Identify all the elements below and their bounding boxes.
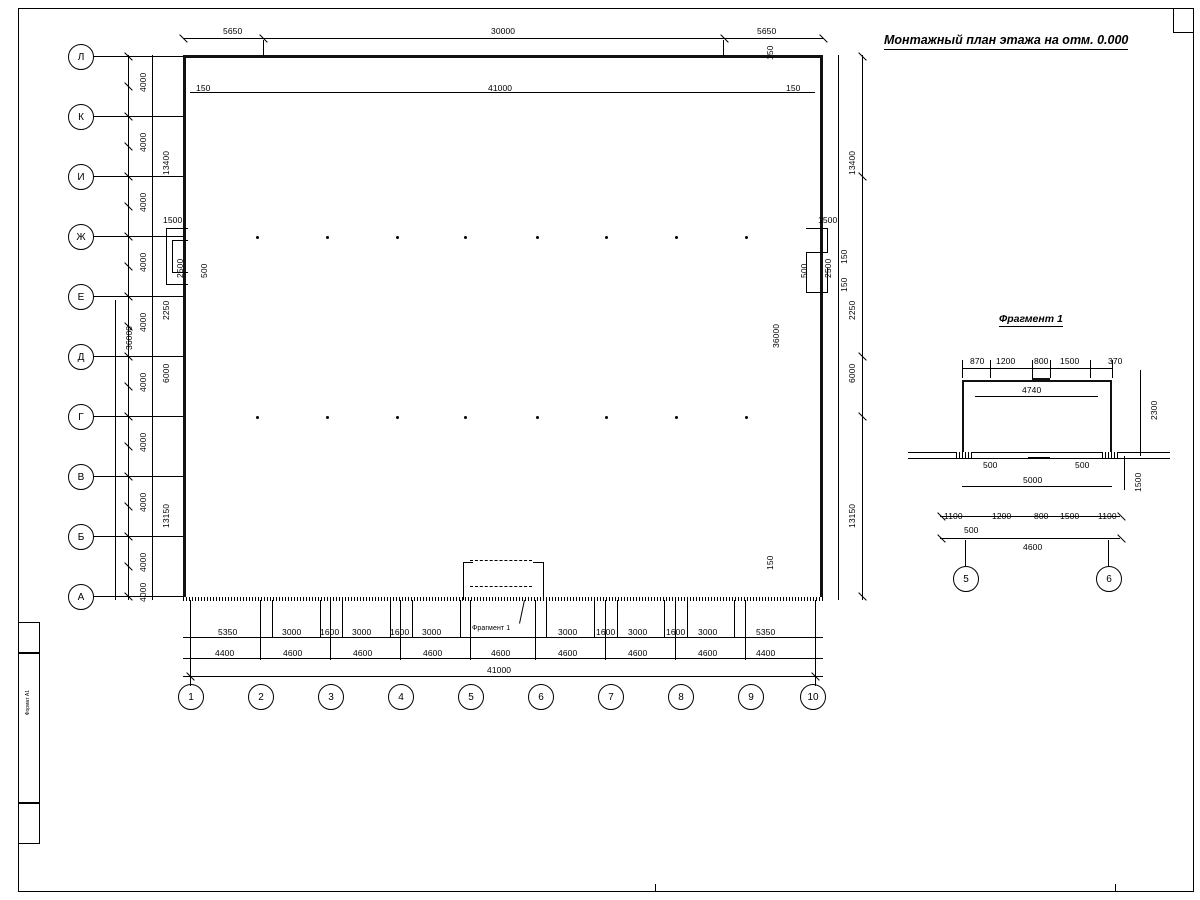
fragment-dim-1200b: 1200 xyxy=(992,511,1012,521)
fragment-left-col xyxy=(962,380,964,455)
dim-line-bottom-total xyxy=(183,676,823,677)
dim-left-group-13400: 13400 xyxy=(161,150,171,175)
axis-circle-zh[interactable] xyxy=(68,224,94,250)
fragment-dim-line-inner xyxy=(975,396,1098,397)
axis-leader-d xyxy=(92,356,184,357)
fragment-ext xyxy=(1032,360,1033,378)
dim-bottom1-1600-b: 1600 xyxy=(390,627,410,637)
fragment-center-plate-top xyxy=(1028,452,1050,453)
column-dot xyxy=(536,236,539,239)
dim-right-group-13150: 13150 xyxy=(847,503,857,528)
stamp-cell-1 xyxy=(18,622,40,654)
axis-label: 8 xyxy=(678,691,684,703)
fragment-center-plate-bottom xyxy=(1028,457,1050,458)
column-dot xyxy=(536,416,539,419)
sheet-tick-bottom-3 xyxy=(1115,884,1116,892)
dim-line-right-groups xyxy=(838,55,839,600)
dim-bottom-total-41000: 41000 xyxy=(487,665,512,675)
fragment-dim-5000: 5000 xyxy=(1023,475,1043,485)
fragment-dim-4740: 4740 xyxy=(1022,385,1042,395)
dim-ext xyxy=(342,600,343,638)
dim-bottom2-4600-g: 4600 xyxy=(698,648,718,658)
dim-bottom1-5350-right: 5350 xyxy=(756,627,776,637)
column-dot xyxy=(464,416,467,419)
sheet-border-top xyxy=(18,8,1194,9)
column-dot xyxy=(464,236,467,239)
dim-ext xyxy=(470,600,471,660)
axis-leader-zh xyxy=(92,236,184,237)
dim-bottom2-4600-f: 4600 xyxy=(628,648,648,658)
right-notch-mid xyxy=(806,252,828,253)
fragment-dim-500-left: 500 xyxy=(983,460,998,470)
stamp-cell-2 xyxy=(18,652,40,804)
fragment-top-gap-piece xyxy=(1032,378,1050,380)
axis-circle-2[interactable] xyxy=(248,684,274,710)
axis-circle-v[interactable] xyxy=(68,464,94,490)
axis-label: 4 xyxy=(398,691,404,703)
fragment-pad-left xyxy=(956,452,972,458)
dim-right-group-6000: 6000 xyxy=(847,363,857,383)
axis-label: 5 xyxy=(468,691,474,703)
axis-label: 6 xyxy=(538,691,544,703)
axis-circle-d[interactable] xyxy=(68,344,94,370)
dim-left-step: 4000 xyxy=(138,72,148,92)
axis-label: 3 xyxy=(328,691,334,703)
fragment-axis-drop-5 xyxy=(965,540,966,566)
fragment-dim-4600: 4600 xyxy=(1023,542,1043,552)
fragment-dim-800: 800 xyxy=(1034,356,1049,366)
axis-label: 7 xyxy=(608,691,614,703)
axis-circle-g[interactable] xyxy=(68,404,94,430)
dim-ext xyxy=(745,600,746,660)
axis-label: 2 xyxy=(258,691,264,703)
axis-circle-k[interactable] xyxy=(68,104,94,130)
axis-label: Ж xyxy=(76,231,86,243)
dim-bottom2-4600-e: 4600 xyxy=(558,648,578,658)
dim-bottom1-3000-d: 3000 xyxy=(558,627,578,637)
dim-right-group-2250: 2250 xyxy=(847,300,857,320)
fragment-top-slab xyxy=(962,380,1112,382)
axis-label: А xyxy=(77,591,85,603)
left-notch-bottom xyxy=(166,284,188,285)
dim-bottom1-3000-f: 3000 xyxy=(698,627,718,637)
axis-circle-e[interactable] xyxy=(68,284,94,310)
fragment-ext xyxy=(962,360,963,378)
fragment-dim-line-bottom1 xyxy=(940,516,1120,517)
fragment-dim-500-right: 500 xyxy=(1075,460,1090,470)
axis-label: Г xyxy=(78,411,84,423)
dim-line-top-1 xyxy=(183,38,823,39)
dim-bottom2-4600-a: 4600 xyxy=(283,648,303,658)
axis-circle-1[interactable] xyxy=(178,684,204,710)
fragment-dim-1500: 1500 xyxy=(1060,356,1080,366)
fragment-dim-1500-right: 1500 xyxy=(1133,472,1143,492)
column-dot xyxy=(326,236,329,239)
dim-left-step: 4000 xyxy=(138,372,148,392)
fragment-ext xyxy=(1090,360,1091,378)
fragment-dim-line-right xyxy=(1140,370,1141,456)
axis-label: 10 xyxy=(807,691,819,703)
dim-ext xyxy=(260,600,261,660)
dim-line-bottom-2 xyxy=(183,658,823,659)
dim-ext-line xyxy=(263,40,264,56)
dim-bottom2-4400-left: 4400 xyxy=(215,648,235,658)
dim-left-step: 4000 xyxy=(138,492,148,512)
dim-left-step: 4000 xyxy=(138,582,148,602)
dim-notch-right-1500: 1500 xyxy=(818,215,838,225)
recess-left xyxy=(463,562,464,600)
dim-bottom1-5350-left: 5350 xyxy=(218,627,238,637)
sheet-corner-mark xyxy=(1173,8,1174,32)
axis-circle-b[interactable] xyxy=(68,524,94,550)
axis-label: Л xyxy=(77,51,85,63)
dim-notch-right-500: 500 xyxy=(799,263,809,278)
sheet-corner-mark-2 xyxy=(1173,32,1194,33)
axis-label: 9 xyxy=(748,691,754,703)
fragment-base-line-lower xyxy=(908,458,1170,459)
fragment-dim-500-bottom: 500 xyxy=(964,525,979,535)
stamp-side-text: Формат А1 xyxy=(25,690,31,716)
axis-label: К xyxy=(78,111,84,123)
wall-left xyxy=(183,55,186,600)
recess-right xyxy=(543,562,544,600)
dim-wall-150-topright: 150 xyxy=(765,45,775,60)
sheet-border-bottom xyxy=(18,891,1194,892)
fragment-right-col xyxy=(1110,380,1112,455)
dim-right-total-36000: 36000 xyxy=(771,323,781,348)
dim-left-step: 4000 xyxy=(138,312,148,332)
axis-leader-i xyxy=(92,176,184,177)
page-title: Монтажный план этажа на отм. 0.000 xyxy=(884,33,1128,50)
right-notch-right-upper xyxy=(827,228,828,252)
wall-right xyxy=(820,55,823,600)
dim-ext xyxy=(272,600,273,638)
fragment-dim-line-5000 xyxy=(962,486,1112,487)
dim-bottom1-3000-c: 3000 xyxy=(422,627,442,637)
column-dot xyxy=(745,416,748,419)
axis-label: В xyxy=(77,471,85,483)
left-notch-inner-top xyxy=(172,240,188,241)
wall-bottom xyxy=(183,597,823,601)
axis-label: Д xyxy=(77,351,85,363)
dim-ext xyxy=(412,600,413,638)
dim-top-30000: 30000 xyxy=(491,26,516,36)
axis-circle-10[interactable] xyxy=(800,684,826,710)
fragment-ext xyxy=(990,360,991,378)
dim-ext xyxy=(190,600,191,676)
dim-notch-left-1500: 1500 xyxy=(163,215,183,225)
fragment-axis-drop-6 xyxy=(1108,540,1109,566)
axis-circle-9[interactable] xyxy=(738,684,764,710)
fragment-axis-circle-5[interactable] xyxy=(953,566,979,592)
dim-left-group-13150: 13150 xyxy=(161,503,171,528)
dim-notch-right-150b: 150 xyxy=(839,249,849,264)
fragment-dim-1100-right: 1100 xyxy=(1098,511,1117,521)
axis-label: И xyxy=(77,171,85,183)
dim-right-group-13400: 13400 xyxy=(847,150,857,175)
dim-ext xyxy=(664,600,665,638)
axis-drop-1 xyxy=(190,676,191,686)
dim-bottom1-1600-c: 1600 xyxy=(596,627,616,637)
fragment-dim-870: 870 xyxy=(970,356,985,366)
dim-bottom1-3000-e: 3000 xyxy=(628,627,648,637)
fragment-dim-1200: 1200 xyxy=(996,356,1016,366)
axis-circle-5[interactable] xyxy=(458,684,484,710)
fragment-dim-800b: 800 xyxy=(1034,511,1049,521)
axis-drop-10 xyxy=(815,676,816,686)
fragment-dim-2300: 2300 xyxy=(1149,400,1159,420)
column-dot xyxy=(675,416,678,419)
column-dot xyxy=(256,236,259,239)
right-notch-bottom xyxy=(806,292,828,293)
fragment-dim-370: 370 xyxy=(1108,356,1123,366)
wall-top xyxy=(183,55,823,58)
axis-circle-6[interactable] xyxy=(528,684,554,710)
dim-bottom2-4400-right: 4400 xyxy=(756,648,776,658)
column-dot xyxy=(745,236,748,239)
dim-left-total-36000: 36000 xyxy=(124,325,134,350)
column-dot xyxy=(396,236,399,239)
dim-left-step: 4000 xyxy=(138,132,148,152)
recess-ledge-right xyxy=(533,562,543,563)
dim-left-step: 4000 xyxy=(138,252,148,272)
dim-bottom1-1600-a: 1600 xyxy=(320,627,340,637)
dim-bottom2-4600-d: 4600 xyxy=(491,648,511,658)
column-dot xyxy=(605,416,608,419)
dim-bottom1-3000-a: 3000 xyxy=(282,627,302,637)
axis-label: Е xyxy=(77,291,85,303)
dim-line-right-outer xyxy=(862,55,863,600)
column-dot xyxy=(675,236,678,239)
dim-ext xyxy=(687,600,688,638)
dim-ext xyxy=(546,600,547,638)
right-notch-top xyxy=(806,228,828,229)
column-dot xyxy=(605,236,608,239)
dim-bottom1-1600-d: 1600 xyxy=(666,627,686,637)
left-notch-inner-left xyxy=(172,240,173,272)
fragment-leader xyxy=(519,600,525,624)
left-notch-top xyxy=(166,228,188,229)
dim-ext xyxy=(460,600,461,638)
column-dot xyxy=(396,416,399,419)
dim-line-left-groups xyxy=(152,55,153,600)
axis-label: Б xyxy=(77,531,85,543)
dim-notch-right-2500: 2500 xyxy=(823,258,833,278)
fragment-dim-line-bottom2 xyxy=(940,538,1120,539)
sheet-tick-bottom-2 xyxy=(655,884,656,892)
axis-circle-3[interactable] xyxy=(318,684,344,710)
axis-circle-4[interactable] xyxy=(388,684,414,710)
recess-dash-top xyxy=(470,560,532,563)
column-dot xyxy=(326,416,329,419)
dim-ext xyxy=(594,600,595,638)
axis-leader-k xyxy=(92,116,184,117)
axis-circle-i[interactable] xyxy=(68,164,94,190)
fragment-axis-circle-6[interactable] xyxy=(1096,566,1122,592)
dim-notch-right-150: 150 xyxy=(839,277,849,292)
axis-leader-e xyxy=(92,296,184,297)
column-dot xyxy=(256,416,259,419)
axis-circle-a[interactable] xyxy=(68,584,94,610)
fragment-dim-1100-left: 1100 xyxy=(944,511,963,521)
dim-ext xyxy=(815,600,816,676)
axis-leader-b xyxy=(92,536,184,537)
recess-ledge-left xyxy=(463,562,473,563)
axis-leader-v xyxy=(92,476,184,477)
fragment-pad-right xyxy=(1102,452,1118,458)
dim-left-step: 4000 xyxy=(138,432,148,452)
dim-bottom2-4600-b: 4600 xyxy=(353,648,373,658)
axis-circle-l[interactable] xyxy=(68,44,94,70)
dim-left-step: 4000 xyxy=(138,192,148,212)
fragment-note-label: Фрагмент 1 xyxy=(472,625,511,632)
dim-top-150-left: 150 xyxy=(196,83,211,93)
axis-circle-7[interactable] xyxy=(598,684,624,710)
dim-ext xyxy=(535,600,536,660)
fragment-title: Фрагмент 1 xyxy=(999,313,1063,325)
dim-line-bottom-1 xyxy=(183,637,823,638)
dim-notch-left-500: 500 xyxy=(199,263,209,278)
axis-leader-g xyxy=(92,416,184,417)
axis-label: 6 xyxy=(1106,573,1112,585)
dim-ext-line xyxy=(723,40,724,56)
dim-bottom2-4600-c: 4600 xyxy=(423,648,443,658)
axis-leader-l xyxy=(92,56,184,57)
stamp-cell-3 xyxy=(18,802,40,844)
axis-label: 5 xyxy=(963,573,969,585)
dim-notch-left-2500: 2500 xyxy=(175,258,185,278)
dim-ext xyxy=(617,600,618,638)
sheet-border-right xyxy=(1193,8,1194,892)
dim-ext xyxy=(734,600,735,638)
dim-top-5650-left: 5650 xyxy=(223,26,243,36)
dim-left-step: 4000 xyxy=(138,552,148,572)
fragment-ext xyxy=(1050,360,1051,378)
axis-circle-8[interactable] xyxy=(668,684,694,710)
fragment-dim-line-right2 xyxy=(1124,456,1125,490)
dim-top-5650-right: 5650 xyxy=(757,26,777,36)
dim-line-left-total xyxy=(115,300,116,600)
dim-top-41000: 41000 xyxy=(488,83,513,93)
dim-wall-150-bottomright: 150 xyxy=(765,555,775,570)
recess-dash-bottom xyxy=(470,586,532,589)
dim-left-group-2250: 2250 xyxy=(161,300,171,320)
dim-top-150-right: 150 xyxy=(786,83,801,93)
dim-left-group-6000: 6000 xyxy=(161,363,171,383)
dim-bottom1-3000-b: 3000 xyxy=(352,627,372,637)
axis-label: 1 xyxy=(188,691,194,703)
fragment-dim-1500b: 1500 xyxy=(1060,511,1080,521)
